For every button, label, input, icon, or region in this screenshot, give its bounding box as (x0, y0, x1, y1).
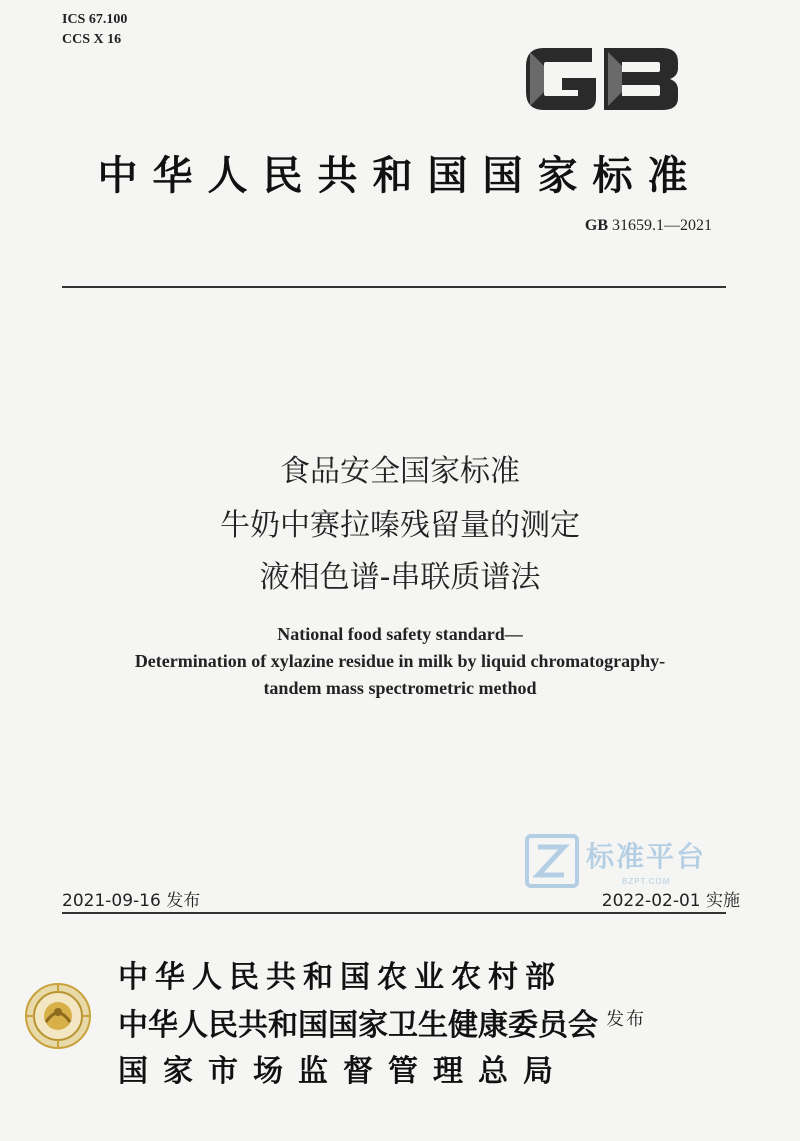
top-divider (62, 286, 726, 288)
standard-number-value: 31659.1—2021 (612, 217, 712, 234)
title-cn-line-2: 牛奶中赛拉嗪残留量的测定 (220, 508, 580, 543)
issuer-health-commission: 中华人民共和国国家卫生健康委员会 (118, 1008, 598, 1043)
standard-number-prefix: GB (584, 217, 608, 234)
bottom-divider (62, 912, 726, 914)
watermark (524, 833, 734, 893)
implementation-date: 2022-02-01 实施 (601, 891, 740, 911)
title-en-line-1: National food safety standard— (277, 624, 523, 644)
title-en-line-2: Determination of xylazine residue in milk by liquid chromatography- (134, 651, 666, 671)
issue-date: 2021-09-16 发布 (62, 891, 201, 911)
title-en-line-3: tandem mass spectrometric method (263, 678, 537, 698)
ministry-emblem-icon (24, 982, 92, 1050)
title-cn-line-3: 液相色谱-串联质谱法 (259, 560, 541, 595)
issued-label: 发布 (606, 1009, 646, 1030)
issuer-market-regulation: 国家市场监督管理总局 (118, 1054, 568, 1089)
issuer-ministry-agriculture: 中华人民共和国农业农村部 (118, 960, 562, 995)
standard-number (585, 217, 712, 235)
national-standard-heading: 中华人民共和国国家标准 (97, 153, 703, 199)
ccs-code: CCS X 16 (62, 32, 122, 47)
ics-code: ICS 67.100 (62, 12, 128, 27)
watermark-logo-icon (524, 833, 580, 889)
watermark-subtext: BZPT.COM (622, 877, 671, 886)
title-cn-line-1: 食品安全国家标准 (280, 454, 520, 489)
watermark-text: 标准平台 (586, 840, 707, 873)
gb-logo (522, 40, 682, 116)
classification-codes (62, 10, 127, 50)
